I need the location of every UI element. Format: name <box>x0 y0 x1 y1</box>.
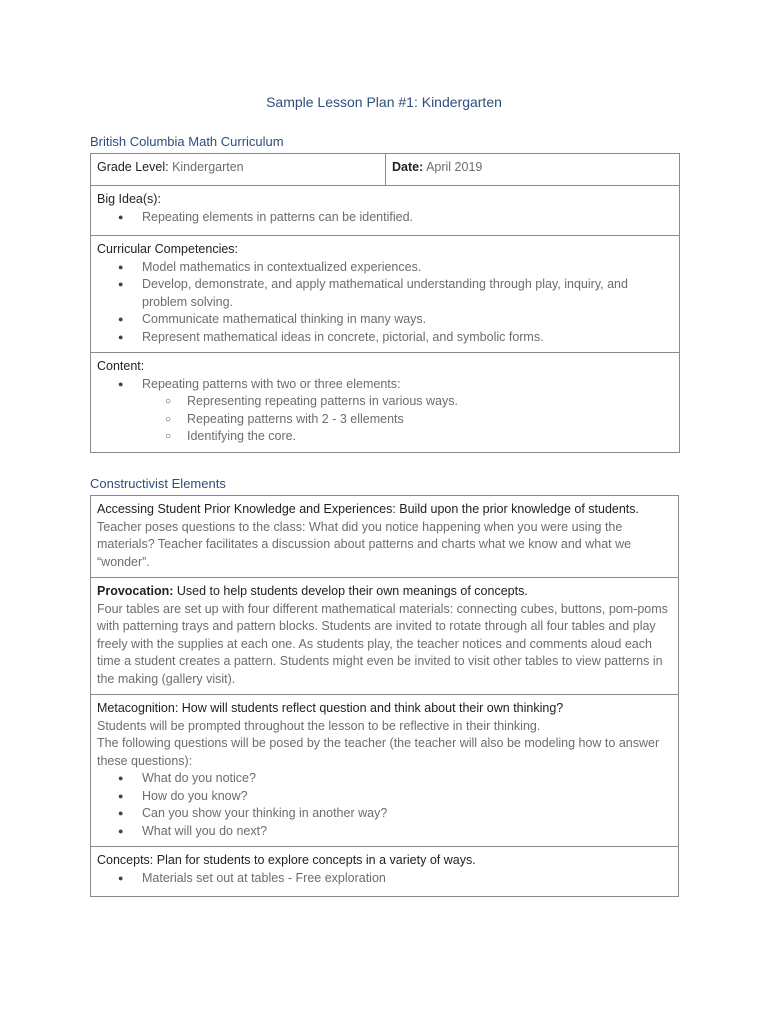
provocation-label-bold: Provocation: <box>97 584 174 598</box>
curriculum-table <box>90 153 680 453</box>
provocation-cell <box>91 578 679 695</box>
big-ideas-label: Big Idea(s): <box>97 192 161 206</box>
content-label: Content: <box>97 359 145 373</box>
list-item: ● What will you do next? <box>97 823 672 841</box>
provocation-label <box>97 583 672 601</box>
list-item: ● Repeating patterns with two or three elements: <box>97 376 673 394</box>
content-list <box>97 376 673 446</box>
list-item: ● Communicate mathematical thinking in many ways. <box>97 311 673 329</box>
big-ideas-cell <box>91 186 680 236</box>
sub-list-item: ○ Repeating patterns with 2 - 3 ellements <box>97 411 673 429</box>
concepts-cell <box>91 847 679 897</box>
sub-list-item: ○ Identifying the core. <box>97 428 673 446</box>
list-item: ● Materials set out at tables - Free exploration <box>97 870 672 888</box>
constructivist-heading: Constructivist Elements <box>90 476 226 491</box>
content-row <box>91 353 680 453</box>
metacognition-row <box>91 695 679 847</box>
competencies-row <box>91 236 680 353</box>
prior-knowledge-text: Teacher poses questions to the class: What did you notice happening when you were using the materials? Teacher facilitates a discussion about patterns and charts what we know and what we “wonder”. <box>97 519 632 569</box>
concepts-row <box>91 847 679 897</box>
prior-knowledge-cell <box>91 496 679 578</box>
grade-level-cell <box>91 154 386 186</box>
metacognition-questions <box>97 770 672 840</box>
list-item: ● Model mathematics in contextualized experiences. <box>97 259 673 277</box>
grade-level-label: Grade Level: <box>97 160 169 174</box>
constructivist-table <box>90 495 679 897</box>
sub-list-item: ○ Representing repeating patterns in various ways. <box>97 393 673 411</box>
provocation-text: Four tables are set up with four different mathematical materials: connecting cubes, buttons, pom-poms with patterning trays and pattern blocks. Students are invited to rotate through all four tables and play freely with the supplies at each one. As students play, the teacher notices and comments aloud each time a student creates a pattern. Students might even be invited to visit other tables to view patterns in the making (gallery visit). <box>97 601 668 686</box>
date-value: April 2019 <box>426 160 483 174</box>
big-ideas-list <box>97 209 673 227</box>
prior-knowledge-label: Accessing Student Prior Knowledge and Experiences: Build upon the prior knowledge of students. <box>97 502 639 516</box>
metacognition-text-2: The following questions will be posed by the teacher (the teacher will also be modeling how to answer these questions): <box>97 736 660 768</box>
list-item: ● Develop, demonstrate, and apply mathematical understanding through play, inquiry, and problem solving. <box>97 276 673 311</box>
concepts-list <box>97 870 672 888</box>
content-cell <box>91 353 680 453</box>
competencies-label: Curricular Competencies: <box>97 242 239 256</box>
date-cell <box>386 154 680 186</box>
metacognition-cell <box>91 695 679 847</box>
grade-date-row <box>91 154 680 186</box>
prior-knowledge-row <box>91 496 679 578</box>
list-item: ● Repeating elements in patterns can be identified. <box>97 209 673 227</box>
list-item: ● How do you know? <box>97 788 672 806</box>
concepts-label: Concepts: Plan for students to explore concepts in a variety of ways. <box>97 853 476 867</box>
list-item: ● What do you notice? <box>97 770 672 788</box>
document-title: Sample Lesson Plan #1: Kindergarten <box>266 94 502 110</box>
provocation-label-rest: Used to help students develop their own meanings of concepts. <box>173 584 528 598</box>
metacognition-label: Metacognition: How will students reflect question and think about their own thinking? <box>97 701 564 715</box>
competencies-cell <box>91 236 680 353</box>
grade-level-value: Kindergarten <box>172 160 244 174</box>
list-item: ● Represent mathematical ideas in concrete, pictorial, and symbolic forms. <box>97 329 673 347</box>
competencies-list <box>97 259 673 347</box>
big-ideas-row <box>91 186 680 236</box>
date-label: Date: <box>392 160 424 174</box>
curriculum-heading: British Columbia Math Curriculum <box>90 134 284 149</box>
provocation-row <box>91 578 679 695</box>
list-item: ● Can you show your thinking in another way? <box>97 805 672 823</box>
metacognition-text-1: Students will be prompted throughout the lesson to be reflective in their thinking. <box>97 718 541 733</box>
